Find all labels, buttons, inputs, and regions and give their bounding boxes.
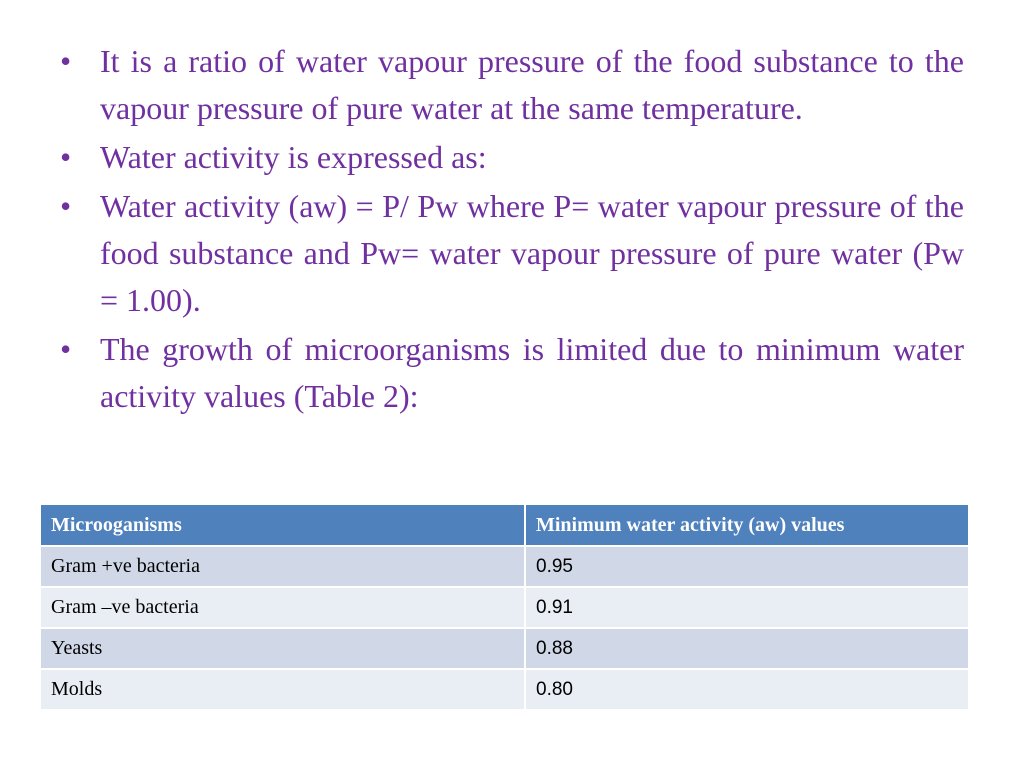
- aw-value-cell: 0.95: [525, 546, 968, 587]
- header-min-water-activity: Minimum water activity (aw) values: [525, 505, 968, 546]
- bullet-text: Water activity is expressed as:: [100, 139, 487, 175]
- bullet-item: [52, 326, 964, 420]
- organism-cell: Yeasts: [41, 628, 525, 669]
- bullet-item: [52, 183, 964, 324]
- bullet-list: [52, 38, 964, 422]
- organism-cell: Molds: [41, 669, 525, 710]
- bullet-point-icon: •: [60, 43, 72, 79]
- table-row: [41, 669, 968, 710]
- bullet-point-icon: •: [60, 331, 72, 367]
- table-header-row: [41, 505, 968, 546]
- header-microorganisms: Microoganisms: [41, 505, 525, 546]
- bullet-text: Water activity (aw) = P/ Pw where P= water vapour pressure of the food substance and Pw= water vapour pressure of pure water (Pw = 1.00).: [100, 188, 964, 318]
- bullet-text: The growth of microorganisms is limited due to minimum water activity values (Table 2):: [100, 331, 964, 414]
- organism-cell: Gram –ve bacteria: [41, 587, 525, 628]
- bullet-item: [52, 134, 964, 181]
- water-activity-table: [41, 505, 968, 711]
- bullet-text: It is a ratio of water vapour pressure of the food substance to the vapour pressure of pure water at the same temperature.: [100, 43, 964, 126]
- bullet-point-icon: •: [60, 188, 72, 224]
- organism-cell: Gram +ve bacteria: [41, 546, 525, 587]
- bullet-point-icon: •: [60, 139, 72, 175]
- aw-value-cell: 0.80: [525, 669, 968, 710]
- bullet-item: [52, 38, 964, 132]
- table-row: [41, 587, 968, 628]
- aw-value-cell: 0.88: [525, 628, 968, 669]
- table-row: [41, 546, 968, 587]
- table-row: [41, 628, 968, 669]
- aw-value-cell: 0.91: [525, 587, 968, 628]
